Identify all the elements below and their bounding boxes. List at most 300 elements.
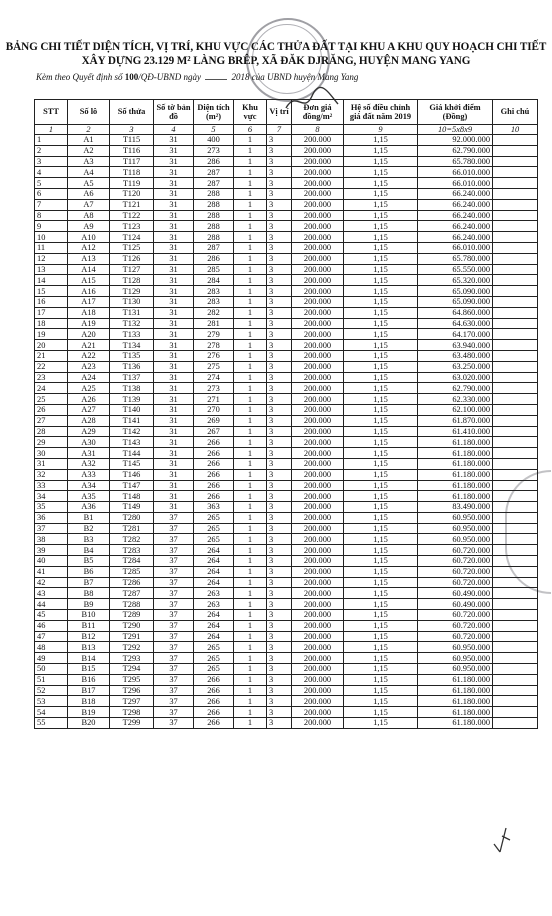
column-number: 4 (154, 125, 194, 135)
table-cell: T291 (110, 631, 154, 642)
table-cell: B10 (68, 610, 110, 621)
table-cell: 266 (194, 491, 234, 502)
table-cell: 200.000 (292, 232, 344, 243)
table-cell: 200.000 (292, 577, 344, 588)
table-cell: 283 (194, 296, 234, 307)
table-cell: 16 (35, 296, 68, 307)
column-number: 3 (110, 125, 154, 135)
table-cell: 3 (35, 156, 68, 167)
table-cell: 37 (154, 566, 194, 577)
table-cell: 1 (234, 167, 267, 178)
table-row (35, 426, 538, 437)
table-cell: 288 (194, 210, 234, 221)
table-row (35, 577, 538, 588)
table-row (35, 491, 538, 502)
table-cell: 2 (35, 145, 68, 156)
table-cell: T123 (110, 221, 154, 232)
table-header-row (35, 100, 538, 125)
table-cell: 200.000 (292, 340, 344, 351)
table-cell: 1,15 (344, 329, 418, 340)
table-cell: 200.000 (292, 394, 344, 405)
table-cell: 1,15 (344, 707, 418, 718)
table-cell: 269 (194, 415, 234, 426)
table-cell: 19 (35, 329, 68, 340)
table-cell: 1,15 (344, 167, 418, 178)
table-cell: 1,15 (344, 631, 418, 642)
table-cell: 3 (267, 556, 292, 567)
table-cell: T144 (110, 448, 154, 459)
table-cell: 60.950.000 (418, 642, 493, 653)
table-cell: A8 (68, 210, 110, 221)
table-cell: A5 (68, 178, 110, 189)
table-cell: 1 (234, 253, 267, 264)
note-cell (493, 329, 538, 340)
table-cell: 1 (234, 275, 267, 286)
table-cell: 1,15 (344, 394, 418, 405)
table-cell: 1 (234, 361, 267, 372)
table-cell: 271 (194, 394, 234, 405)
table-cell: 286 (194, 156, 234, 167)
table-cell: 1,15 (344, 415, 418, 426)
table-cell: A19 (68, 318, 110, 329)
table-cell: 31 (154, 135, 194, 146)
table-row (35, 664, 538, 675)
table-cell: T281 (110, 523, 154, 534)
table-cell: 3 (267, 210, 292, 221)
table-cell: 3 (267, 221, 292, 232)
table-cell: 50 (35, 664, 68, 675)
table-cell: 31 (154, 480, 194, 491)
table-cell: 1 (234, 469, 267, 480)
table-cell: 266 (194, 685, 234, 696)
table-cell: 3 (267, 480, 292, 491)
subtitle-decision: /QĐ-UBND ngày (138, 72, 201, 82)
table-cell: 65.780.000 (418, 156, 493, 167)
table-cell: 60.950.000 (418, 534, 493, 545)
table-cell: 62.790.000 (418, 145, 493, 156)
table-row (35, 383, 538, 394)
table-cell: 263 (194, 599, 234, 610)
table-cell: 35 (35, 502, 68, 513)
table-row (35, 253, 538, 264)
table-cell: 1,15 (344, 340, 418, 351)
table-row (35, 502, 538, 513)
table-cell: T290 (110, 620, 154, 631)
table-cell: 1 (234, 631, 267, 642)
table-cell: 20 (35, 340, 68, 351)
table-cell: 1 (234, 210, 267, 221)
table-cell: 1,15 (344, 458, 418, 469)
table-cell: 3 (267, 534, 292, 545)
table-row (35, 307, 538, 318)
table-cell: 267 (194, 426, 234, 437)
table-cell: 265 (194, 523, 234, 534)
column-number: 7 (267, 125, 292, 135)
note-cell (493, 145, 538, 156)
table-cell: T295 (110, 674, 154, 685)
column-header: Khu vực (234, 100, 267, 125)
table-cell: 31 (154, 167, 194, 178)
table-cell: 60.720.000 (418, 556, 493, 567)
note-cell (493, 502, 538, 513)
table-cell: 1 (234, 156, 267, 167)
table-row (35, 372, 538, 383)
table-cell: 39 (35, 545, 68, 556)
table-cell: T138 (110, 383, 154, 394)
table-row (35, 512, 538, 523)
table-cell: 200.000 (292, 469, 344, 480)
table-cell: A28 (68, 415, 110, 426)
table-cell: 63.020.000 (418, 372, 493, 383)
table-cell: 264 (194, 545, 234, 556)
table-cell: A4 (68, 167, 110, 178)
table-cell: 283 (194, 286, 234, 297)
table-cell: 1,15 (344, 210, 418, 221)
table-row (35, 448, 538, 459)
table-cell: 10 (35, 232, 68, 243)
table-cell: 9 (35, 221, 68, 232)
table-cell: 37 (154, 653, 194, 664)
table-cell: 1,15 (344, 296, 418, 307)
table-cell: 1,15 (344, 221, 418, 232)
table-cell: 1,15 (344, 232, 418, 243)
table-cell: T126 (110, 253, 154, 264)
table-cell: 12 (35, 253, 68, 264)
column-number: 10 (493, 125, 538, 135)
table-cell: 200.000 (292, 188, 344, 199)
table-cell: 3 (267, 350, 292, 361)
table-cell: 1,15 (344, 610, 418, 621)
column-header: Số tờ bản đồ (154, 100, 194, 125)
table-row (35, 469, 538, 480)
table-cell: 14 (35, 275, 68, 286)
table-cell: 3 (267, 329, 292, 340)
table-cell: 282 (194, 307, 234, 318)
table-cell: 279 (194, 329, 234, 340)
table-cell: 31 (154, 383, 194, 394)
table-cell: 1,15 (344, 361, 418, 372)
table-row (35, 718, 538, 729)
table-cell: 65.090.000 (418, 286, 493, 297)
table-cell: 265 (194, 512, 234, 523)
table-cell: 1 (234, 577, 267, 588)
table-cell: 31 (154, 156, 194, 167)
table-cell: 8 (35, 210, 68, 221)
table-cell: 1 (234, 458, 267, 469)
table-cell: 3 (267, 620, 292, 631)
table-cell: T124 (110, 232, 154, 243)
table-cell: T135 (110, 350, 154, 361)
table-cell: T117 (110, 156, 154, 167)
table-cell: 37 (154, 642, 194, 653)
note-cell (493, 631, 538, 642)
table-cell: 65.550.000 (418, 264, 493, 275)
table-cell: T141 (110, 415, 154, 426)
table-cell: 92.000.000 (418, 135, 493, 146)
table-cell: 3 (267, 448, 292, 459)
table-cell: 3 (267, 156, 292, 167)
table-cell: 3 (267, 188, 292, 199)
table-cell: 60.720.000 (418, 631, 493, 642)
initials-mark (486, 826, 516, 856)
table-cell: 288 (194, 232, 234, 243)
table-row (35, 556, 538, 567)
table-cell: 3 (267, 588, 292, 599)
table-cell: 1,15 (344, 599, 418, 610)
table-row (35, 350, 538, 361)
table-cell: B1 (68, 512, 110, 523)
table-cell: 15 (35, 286, 68, 297)
table-row (35, 242, 538, 253)
table-cell: T289 (110, 610, 154, 621)
table-cell: 3 (267, 512, 292, 523)
table-cell: 200.000 (292, 642, 344, 653)
note-cell (493, 296, 538, 307)
table-cell: 33 (35, 480, 68, 491)
table-cell: 65.320.000 (418, 275, 493, 286)
table-cell: 1 (234, 707, 267, 718)
table-cell: 61.180.000 (418, 685, 493, 696)
table-cell: 31 (154, 502, 194, 513)
table-cell: 1 (234, 242, 267, 253)
table-cell: 31 (154, 437, 194, 448)
table-cell: 200.000 (292, 566, 344, 577)
table-cell: 37 (154, 696, 194, 707)
table-cell: 63.940.000 (418, 340, 493, 351)
table-row (35, 534, 538, 545)
table-cell: 66.240.000 (418, 210, 493, 221)
table-cell: 5 (35, 178, 68, 189)
table-cell: 60.950.000 (418, 664, 493, 675)
table-cell: 1,15 (344, 491, 418, 502)
note-cell (493, 415, 538, 426)
table-cell: 31 (154, 458, 194, 469)
table-cell: 31 (154, 394, 194, 405)
table-cell: A9 (68, 221, 110, 232)
column-number: 10=5x8x9 (418, 125, 493, 135)
table-cell: 200.000 (292, 545, 344, 556)
table-cell: 25 (35, 394, 68, 405)
table-cell: 3 (267, 404, 292, 415)
table-cell: 1,15 (344, 156, 418, 167)
table-row (35, 588, 538, 599)
table-row (35, 394, 538, 405)
table-row (35, 210, 538, 221)
table-row (35, 685, 538, 696)
table-cell: 265 (194, 642, 234, 653)
table-cell: 288 (194, 221, 234, 232)
table-cell: 66.010.000 (418, 167, 493, 178)
table-row (35, 318, 538, 329)
table-cell: 1 (234, 415, 267, 426)
table-cell: 1 (234, 178, 267, 189)
table-cell: T147 (110, 480, 154, 491)
table-cell: 200.000 (292, 685, 344, 696)
table-cell: 200.000 (292, 361, 344, 372)
table-cell: 37 (154, 631, 194, 642)
table-cell: 1 (234, 642, 267, 653)
table-cell: 31 (154, 145, 194, 156)
table-cell: 31 (154, 491, 194, 502)
table-cell: T128 (110, 275, 154, 286)
table-cell: 3 (267, 135, 292, 146)
table-cell: T148 (110, 491, 154, 502)
table-cell: 1 (234, 404, 267, 415)
note-cell (493, 232, 538, 243)
note-cell (493, 210, 538, 221)
note-cell (493, 469, 538, 480)
table-cell: T146 (110, 469, 154, 480)
table-cell: 1 (234, 318, 267, 329)
table-cell: 1,15 (344, 664, 418, 675)
table-column-number-row (35, 125, 538, 135)
table-cell: 65.090.000 (418, 296, 493, 307)
note-cell (493, 523, 538, 534)
table-cell: 1,15 (344, 534, 418, 545)
document-title-line1: BẢNG CHI TIẾT DIỆN TÍCH, VỊ TRÍ, KHU VỰC CÁC THỬA ĐẤT TẠI KHU A KHU QUY HOẠCH CHI TIẾT (5, 41, 547, 53)
table-cell: 200.000 (292, 145, 344, 156)
table-cell: 3 (267, 502, 292, 513)
table-cell: B16 (68, 674, 110, 685)
table-cell: B12 (68, 631, 110, 642)
table-cell: 1,15 (344, 556, 418, 567)
table-cell: 37 (154, 664, 194, 675)
table-cell: A26 (68, 394, 110, 405)
column-header: Số lô (68, 100, 110, 125)
table-cell: 37 (154, 556, 194, 567)
table-row (35, 167, 538, 178)
table-cell: 1,15 (344, 653, 418, 664)
table-cell: 200.000 (292, 458, 344, 469)
table-cell: 60.720.000 (418, 566, 493, 577)
table-cell: T125 (110, 242, 154, 253)
table-cell: 61.180.000 (418, 437, 493, 448)
table-cell: 200.000 (292, 221, 344, 232)
table-row (35, 610, 538, 621)
table-row (35, 221, 538, 232)
table-cell: 37 (154, 545, 194, 556)
table-cell: A20 (68, 329, 110, 340)
table-cell: 36 (35, 512, 68, 523)
table-cell: 200.000 (292, 718, 344, 729)
table-cell: 1 (234, 674, 267, 685)
table-cell: 31 (154, 286, 194, 297)
table-cell: 31 (154, 350, 194, 361)
table-cell: 37 (154, 610, 194, 621)
table-cell: 200.000 (292, 448, 344, 459)
table-cell: 37 (154, 685, 194, 696)
table-row (35, 286, 538, 297)
column-number: 2 (68, 125, 110, 135)
table-cell: 43 (35, 588, 68, 599)
table-cell: 264 (194, 577, 234, 588)
table-cell: A15 (68, 275, 110, 286)
table-cell: 3 (267, 491, 292, 502)
table-cell: 1 (234, 512, 267, 523)
table-cell: 51 (35, 674, 68, 685)
table-cell: 31 (154, 199, 194, 210)
table-row (35, 599, 538, 610)
table-cell: 61.180.000 (418, 448, 493, 459)
table-cell: A17 (68, 296, 110, 307)
note-cell (493, 167, 538, 178)
note-cell (493, 512, 538, 523)
table-cell: 1,15 (344, 620, 418, 631)
document-title-line2: XÂY DỰNG 23.129 M² LÀNG BRÊP, XÃ ĐĂK DJRĂNG, HUYỆN MANG YANG (81, 55, 471, 67)
table-cell: T292 (110, 642, 154, 653)
table-cell: 37 (35, 523, 68, 534)
table-cell: 3 (267, 394, 292, 405)
table-cell: 3 (267, 599, 292, 610)
table-cell: 3 (267, 415, 292, 426)
table-cell: 61.410.000 (418, 426, 493, 437)
table-cell: 1 (234, 718, 267, 729)
table-cell: 1,15 (344, 318, 418, 329)
table-cell: T133 (110, 329, 154, 340)
table-cell: 3 (267, 642, 292, 653)
subtitle-prefix: Kèm theo Quyết định số (36, 72, 123, 82)
table-cell: 4 (35, 167, 68, 178)
table-cell: 1,15 (344, 426, 418, 437)
note-cell (493, 135, 538, 146)
column-header: Hệ số điều chỉnh giá đất năm 2019 (344, 100, 418, 125)
table-cell: 37 (154, 599, 194, 610)
table-cell: 275 (194, 361, 234, 372)
table-cell: A25 (68, 383, 110, 394)
column-header: Giá khởi điểm (Đồng) (418, 100, 493, 125)
table-row (35, 188, 538, 199)
table-cell: 1,15 (344, 135, 418, 146)
table-cell: 1 (234, 264, 267, 275)
table-cell: 1,15 (344, 404, 418, 415)
table-cell: 66.240.000 (418, 221, 493, 232)
table-cell: 31 (154, 296, 194, 307)
note-cell (493, 404, 538, 415)
note-cell (493, 437, 538, 448)
table-cell: 37 (154, 620, 194, 631)
table-cell: 37 (154, 534, 194, 545)
table-cell: 286 (194, 253, 234, 264)
table-cell: 62.330.000 (418, 394, 493, 405)
table-cell: 1,15 (344, 480, 418, 491)
table-cell: 1 (234, 145, 267, 156)
table-cell: 64.170.000 (418, 329, 493, 340)
table-cell: 6 (35, 188, 68, 199)
table-cell: A22 (68, 350, 110, 361)
table-cell: 3 (267, 286, 292, 297)
table-cell: 21 (35, 350, 68, 361)
table-cell: 1 (234, 566, 267, 577)
table-cell: 200.000 (292, 664, 344, 675)
table-cell: 3 (267, 696, 292, 707)
table-body (35, 135, 538, 729)
note-cell (493, 426, 538, 437)
table-cell: A7 (68, 199, 110, 210)
table-cell: 18 (35, 318, 68, 329)
table-cell: 66.240.000 (418, 199, 493, 210)
note-cell (493, 383, 538, 394)
note-cell (493, 178, 538, 189)
table-cell: 61.180.000 (418, 707, 493, 718)
table-cell: 60.720.000 (418, 545, 493, 556)
table-row (35, 135, 538, 146)
note-cell (493, 620, 538, 631)
table-cell: 55 (35, 718, 68, 729)
table-cell: 281 (194, 318, 234, 329)
table-cell: 1 (234, 610, 267, 621)
table-cell: T137 (110, 372, 154, 383)
table-cell: 47 (35, 631, 68, 642)
